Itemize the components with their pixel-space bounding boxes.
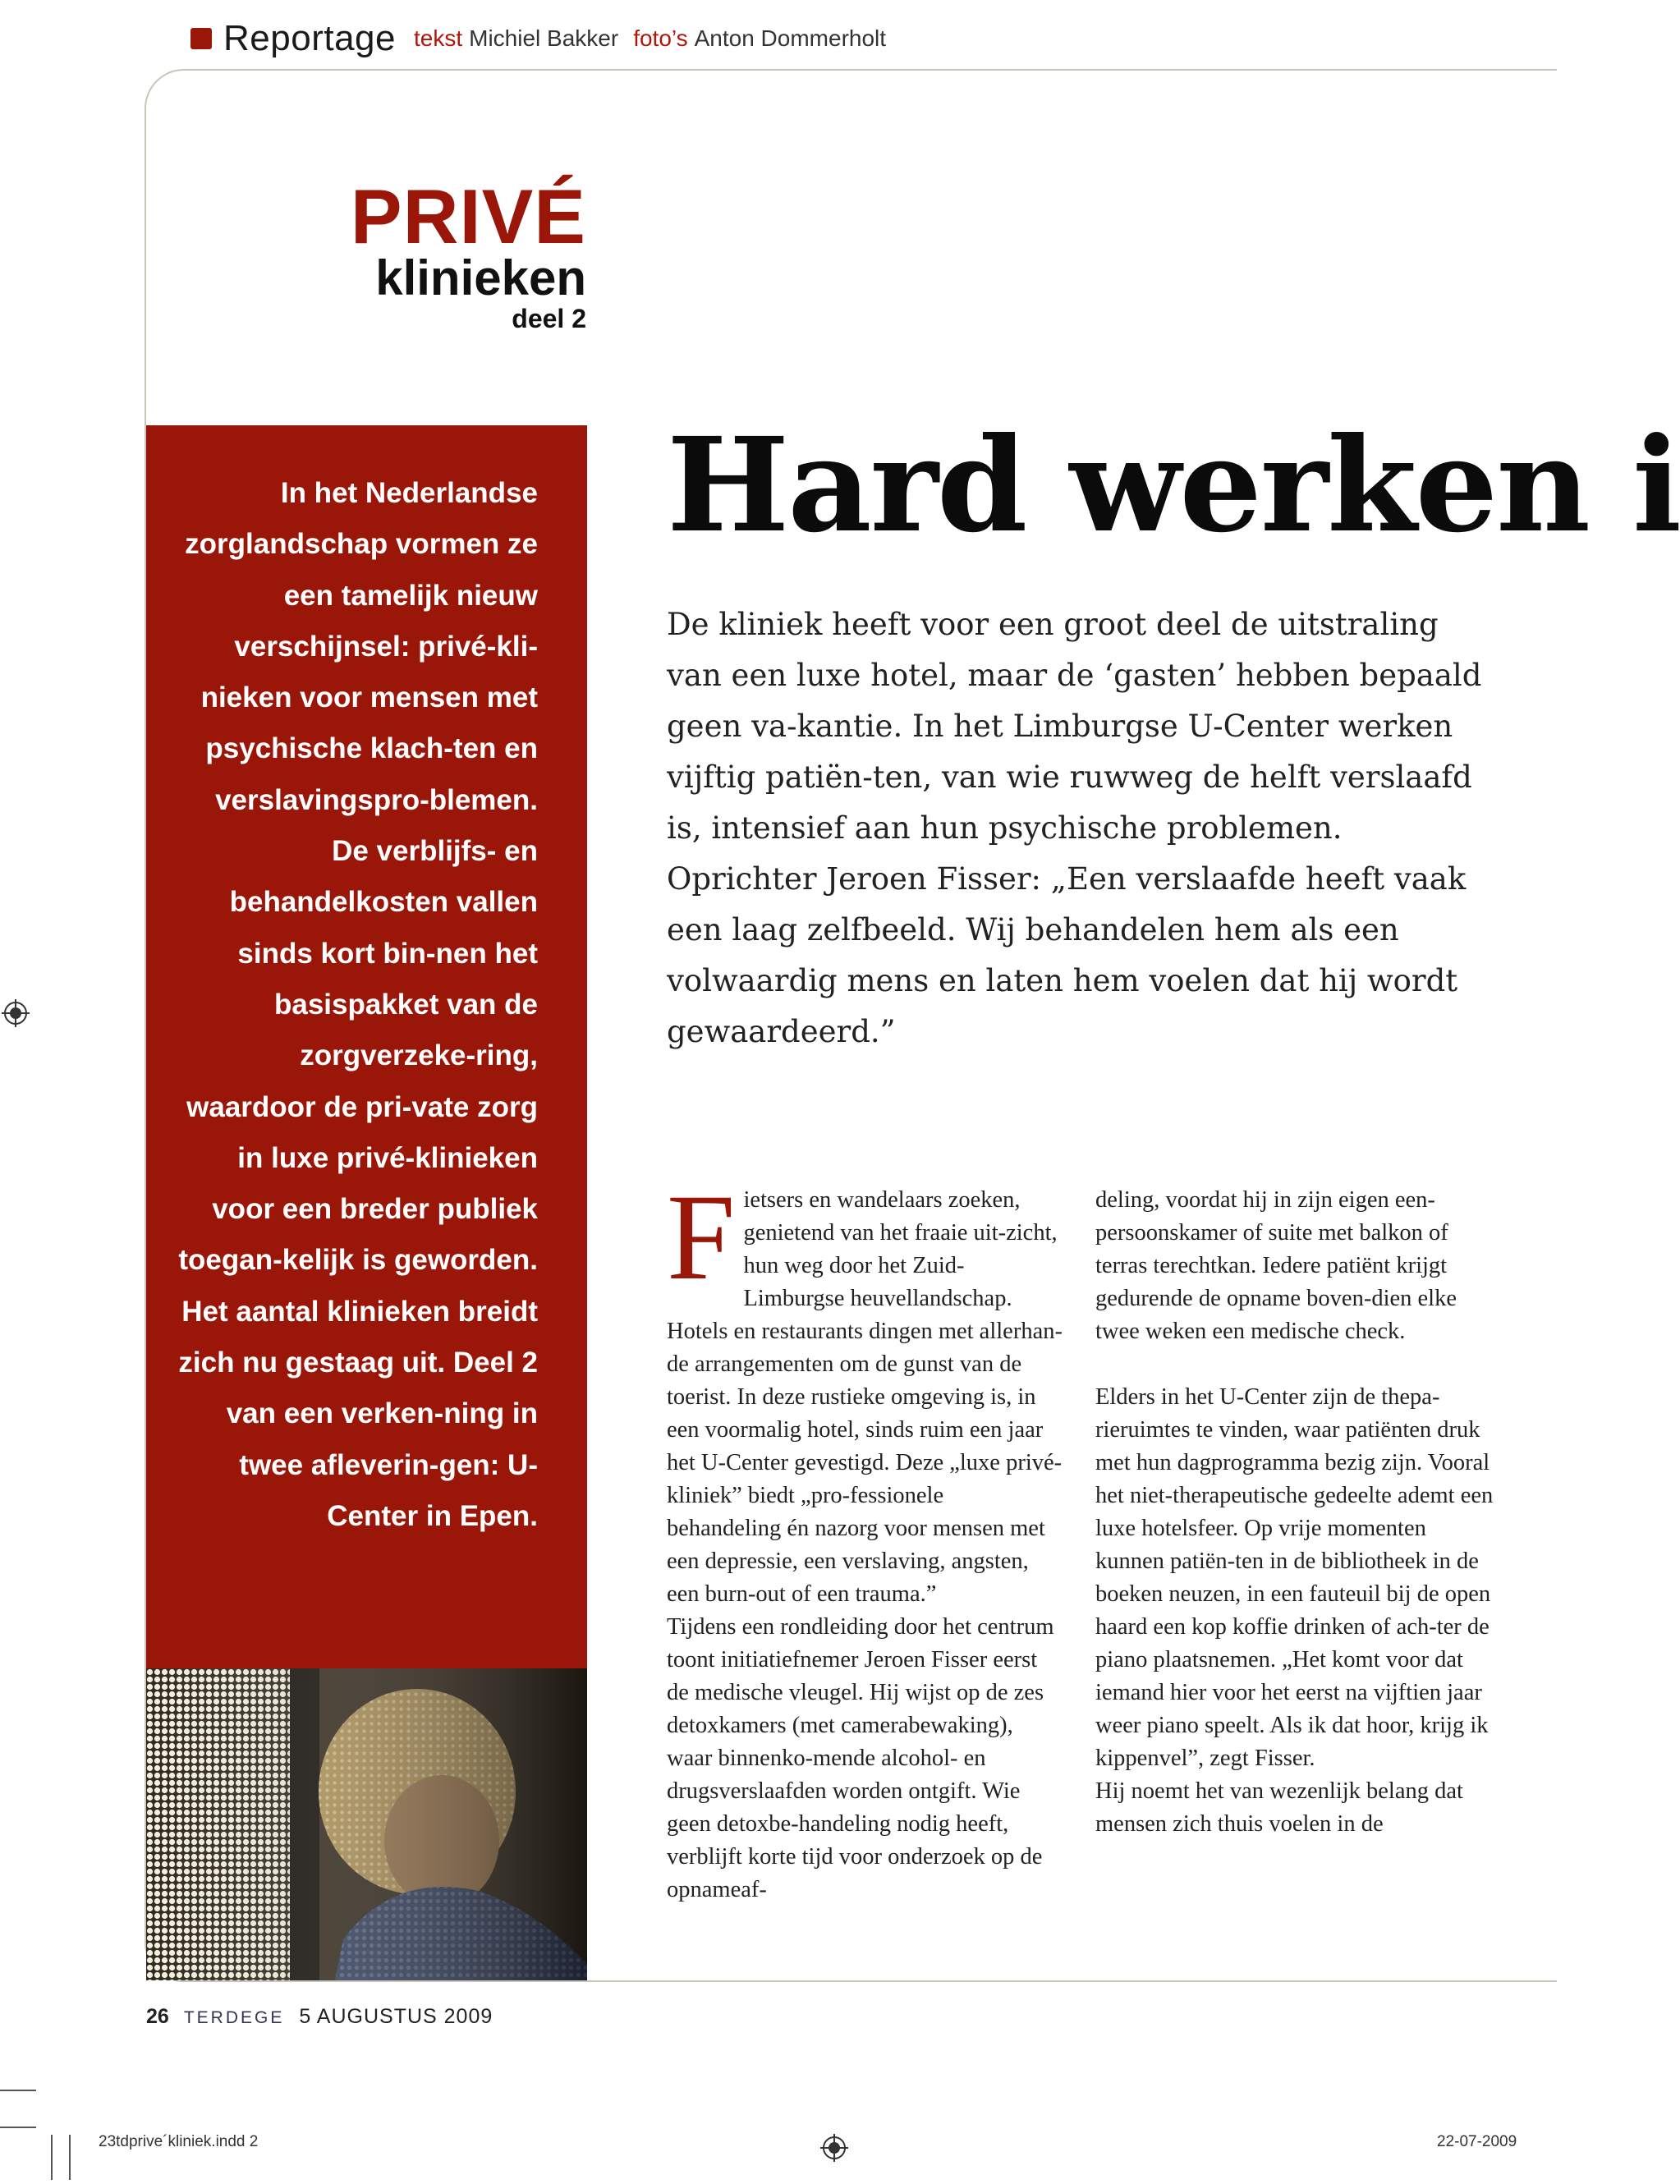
drop-cap: F: [667, 1169, 736, 1305]
kicker-subtitle: klinieken: [375, 250, 586, 305]
body-paragraph: Hij noemt het van wezenlijk belang dat mensen zich thuis voelen in de: [1095, 1778, 1463, 1837]
kicker-title: PRIVÉ: [350, 173, 586, 259]
kicker-part: deel 2: [512, 304, 586, 333]
body-column-2: [1095, 1184, 1498, 1841]
body-paragraph: deling, voordat hij in zijn eigen een-persoonskamer of suite met balkon of terras terechtkan. Iedere patiënt krijgt gedurende de opname boven-dien elke twee weken een medische check.: [1095, 1187, 1457, 1344]
section-label: Reportage: [223, 18, 396, 58]
issue-date: 5 AUGUSTUS 2009: [299, 2005, 493, 2028]
crop-mark: [51, 2135, 53, 2180]
slug-filename: 23tdprive´kliniek.indd 2: [99, 2133, 259, 2150]
slug-date: 22-07-2009: [1437, 2133, 1517, 2150]
section-header: [190, 18, 901, 59]
intro-box: [146, 425, 587, 1668]
magazine-name: TERDEGE: [183, 2008, 285, 2027]
body-column-1: [667, 1169, 1063, 1906]
body-paragraph: ietsers en wandelaars zoeken, genietend van het fraaie uit-zicht, hun weg door het Zuid-Limburgse heuvellandschap. Hotels en restaurants dingen met allerhan-de arrangementen om de gunst van de toerist. In deze rustieke omgeving is, in een voormalig hotel, sinds ruim een jaar het U-Center gevestigd. Deze „luxe privé-kliniek” biedt „pro-fessionele behandeling én nazorg voor mensen met een depressie, een verslaving, angsten, een burn-out of een trauma.”: [667, 1187, 1063, 1607]
series-kicker: [350, 173, 586, 335]
halftone-photo-image: [146, 1668, 587, 1980]
page-footer: [146, 2005, 493, 2029]
photo-credit-name: Anton Dommerholt: [694, 25, 887, 51]
crop-mark: [69, 2135, 71, 2180]
crop-mark: [0, 2127, 36, 2128]
page-number: 26: [146, 2005, 169, 2028]
body-paragraph: Tijdens een rondleiding door het centrum toont initiatiefnemer Jeroen Fisser eerst de medische vleugel. Hij wijst op de zes detoxkamers (met camerabewaking), waar binnenko-mende alcohol- en drugsverslaafden worden ontgift. Wie geen detoxbe-handeling nodig heeft, verblijft korte tijd voor onderzoek op de opnameaf-: [667, 1614, 1054, 1902]
photo-credit-label: foto’s: [633, 25, 688, 51]
article-lede: De kliniek heeft voor een groot deel de uitstraling van een luxe hotel, maar de ‘gasten’ hebben bepaald geen va-kantie. In het Limburgse U-Center werken vijftig patiën-ten, van wie ruwweg de helft verslaafd is, intensief aan hun psychische problemen. Oprichter Jeroen Fisser: „Een verslaafde heeft vaak een laag zelfbeeld. Wij behandelen hem als een volwaardig mens en laten hem voelen dat hij wordt gewaardeerd.”: [667, 607, 1482, 1049]
section-marker-icon: [190, 28, 212, 49]
article-photo: [146, 1668, 587, 1980]
body-paragraph: Elders in het U-Center zijn de thepa-rieruimtes te vinden, waar patiënten druk met hun dagprogramma bezig zijn. Vooral het niet-therapeutische gedeelte ademt een luxe hotelsfeer. Op vrije momenten kunnen patiën-ten in de bibliotheek in de boeken neuzen, in een fauteuil bij de open haard een kop koffie drinken of ach-ter de piano plaatsnemen. „Het komt voor dat iemand hier voor het eerst na vijftien jaar weer piano speelt. Als ik dat hoor, krijg ik kippenvel”, zegt Fisser.: [1095, 1384, 1494, 1771]
text-credit-name: Michiel Bakker: [469, 25, 619, 51]
intro-text: In het Nederlandse zorglandschap vormen ze een tamelijk nieuw verschijnsel: privé-kli-nieken voor mensen met psychische klach-ten en verslavingspro-blemen. De verblijfs- en behandelkosten vallen sinds kort bin-nen het basispakket van de zorgverzeke-ring, waardoor de pri-vate zorg in luxe privé-klinieken voor een breder publiek toegan-kelijk is geworden. Het aantal klinieken breidt zich nu gestaag uit. Deel 2 van een verken-ning in twee afleverin-gen: U-Center in Epen.: [178, 477, 538, 1532]
text-credit-label: tekst: [413, 25, 463, 51]
article-headline: Hard werken i: [667, 410, 1680, 562]
crop-mark: [0, 2090, 36, 2091]
registration-mark-icon: [820, 2134, 848, 2162]
registration-mark-icon: [2, 999, 30, 1027]
